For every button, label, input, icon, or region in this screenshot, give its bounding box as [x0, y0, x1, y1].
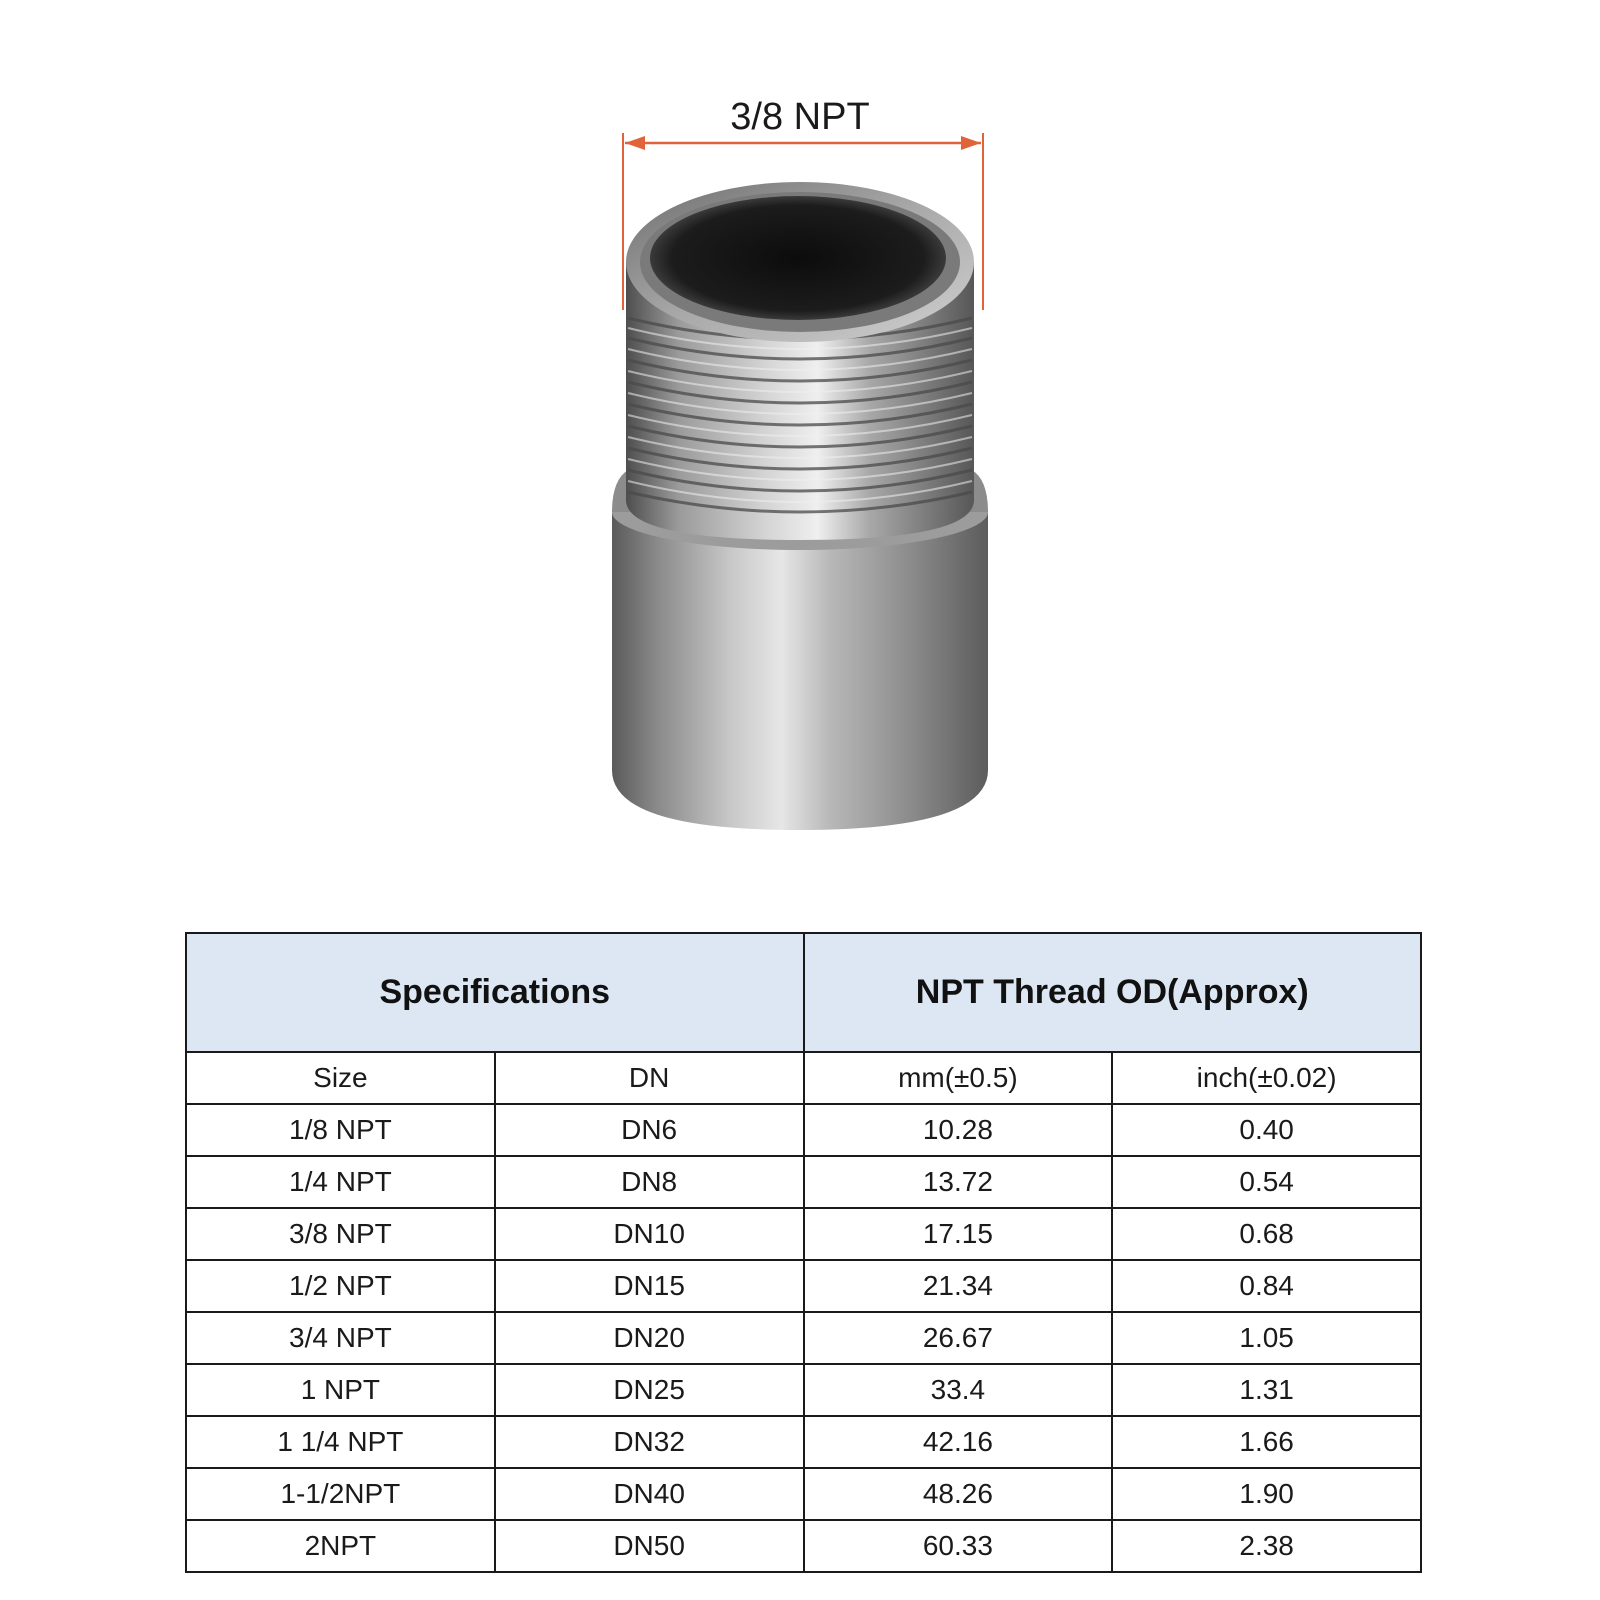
- pipe-opening: [626, 182, 974, 342]
- size-cell: 1/4 NPT: [186, 1156, 495, 1208]
- dn-cell: DN25: [495, 1364, 804, 1416]
- mm-cell: 33.4: [804, 1364, 1113, 1416]
- table-row: [186, 1416, 1421, 1468]
- inch-cell: 0.40: [1112, 1104, 1421, 1156]
- inch-cell: 0.54: [1112, 1156, 1421, 1208]
- dn-cell: DN50: [495, 1520, 804, 1572]
- dn-cell: DN6: [495, 1104, 804, 1156]
- mm-cell: 10.28: [804, 1104, 1113, 1156]
- specifications-header: Specifications: [186, 933, 804, 1052]
- thread-od-header: NPT Thread OD(Approx): [804, 933, 1422, 1052]
- table-row: [186, 1364, 1421, 1416]
- mm-cell: 60.33: [804, 1520, 1113, 1572]
- dimension-label: 3/8 NPT: [730, 96, 870, 138]
- table-row: [186, 1208, 1421, 1260]
- inch-cell: 0.84: [1112, 1260, 1421, 1312]
- inch-cell: 1.66: [1112, 1416, 1421, 1468]
- size-cell: 1 NPT: [186, 1364, 495, 1416]
- dn-cell: DN15: [495, 1260, 804, 1312]
- table-row: [186, 1260, 1421, 1312]
- table-row: [186, 1520, 1421, 1572]
- group-header-row: [186, 933, 1421, 1052]
- dn-cell: DN40: [495, 1468, 804, 1520]
- specification-table: [185, 932, 1422, 1573]
- size-cell: 1/8 NPT: [186, 1104, 495, 1156]
- column-header-size: Size: [186, 1052, 495, 1104]
- column-header-row: [186, 1052, 1421, 1104]
- inch-cell: 0.68: [1112, 1208, 1421, 1260]
- column-header-mm: mm(±0.5): [804, 1052, 1113, 1104]
- inch-cell: 1.90: [1112, 1468, 1421, 1520]
- size-cell: 3/4 NPT: [186, 1312, 495, 1364]
- mm-cell: 17.15: [804, 1208, 1113, 1260]
- size-cell: 2NPT: [186, 1520, 495, 1572]
- size-cell: 3/8 NPT: [186, 1208, 495, 1260]
- mm-cell: 13.72: [804, 1156, 1113, 1208]
- mm-cell: 42.16: [804, 1416, 1113, 1468]
- table-row: [186, 1156, 1421, 1208]
- inch-cell: 1.05: [1112, 1312, 1421, 1364]
- mm-cell: 26.67: [804, 1312, 1113, 1364]
- table-row: [186, 1468, 1421, 1520]
- column-header-inch: inch(±0.02): [1112, 1052, 1421, 1104]
- dn-cell: DN10: [495, 1208, 804, 1260]
- table-row: [186, 1104, 1421, 1156]
- mm-cell: 48.26: [804, 1468, 1113, 1520]
- table-row: [186, 1312, 1421, 1364]
- inch-cell: 2.38: [1112, 1520, 1421, 1572]
- size-cell: 1-1/2NPT: [186, 1468, 495, 1520]
- dn-cell: DN8: [495, 1156, 804, 1208]
- mm-cell: 21.34: [804, 1260, 1113, 1312]
- size-cell: 1/2 NPT: [186, 1260, 495, 1312]
- column-header-dn: DN: [495, 1052, 804, 1104]
- dn-cell: DN20: [495, 1312, 804, 1364]
- dn-cell: DN32: [495, 1416, 804, 1468]
- inch-cell: 1.31: [1112, 1364, 1421, 1416]
- size-cell: 1 1/4 NPT: [186, 1416, 495, 1468]
